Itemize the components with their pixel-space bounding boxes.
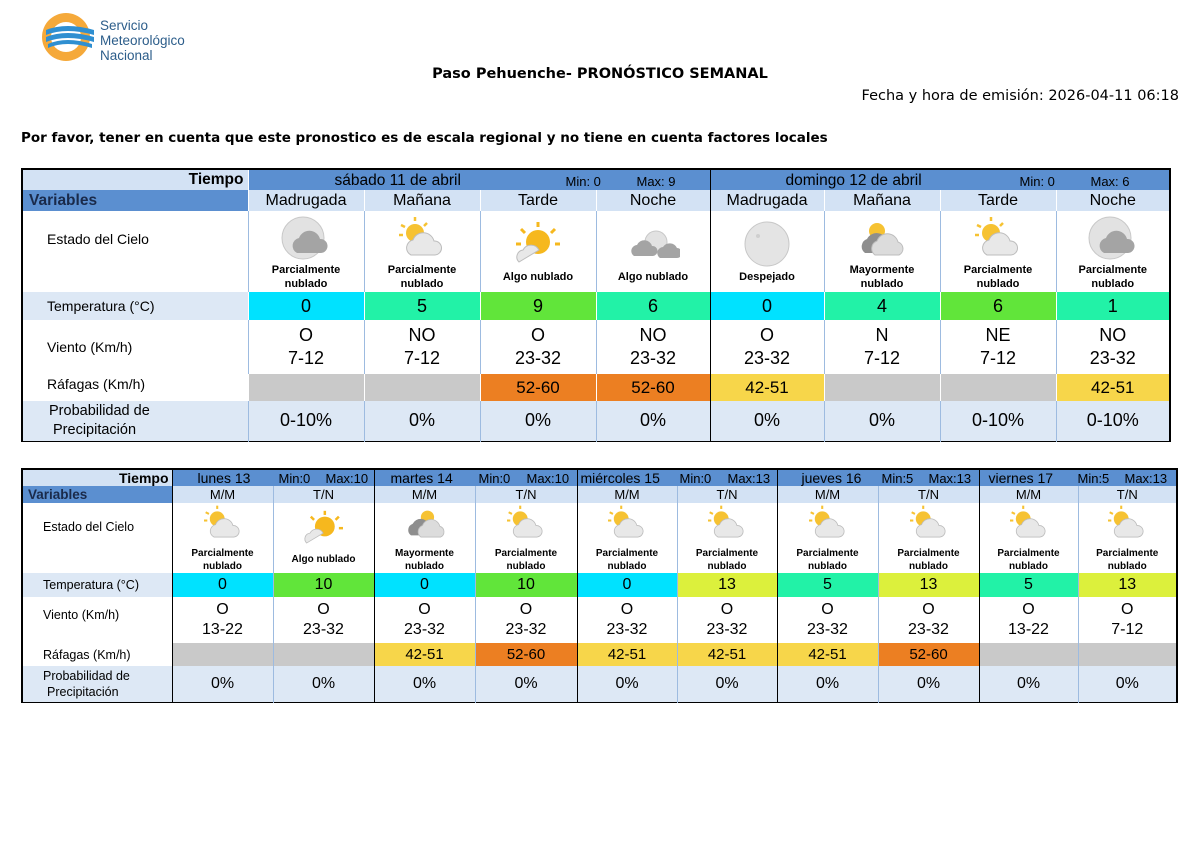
day-min: Min:5 bbox=[881, 471, 914, 486]
day-name: viernes 17 bbox=[988, 470, 1054, 486]
precip-value: 0-10% bbox=[248, 401, 364, 441]
forecast-table-weekend bbox=[21, 168, 1171, 442]
sky-text: Despejado bbox=[739, 270, 795, 283]
sky-cell bbox=[777, 503, 878, 573]
sky-cell bbox=[172, 503, 273, 573]
sun-cloud-icon bbox=[503, 504, 549, 542]
sun-cloud-icon bbox=[805, 504, 851, 542]
gust-value bbox=[940, 374, 1056, 401]
day-name: jueves 16 bbox=[801, 470, 862, 486]
period-label: M/M bbox=[172, 486, 273, 503]
day-name: lunes 13 bbox=[197, 470, 251, 486]
wind-cell bbox=[374, 597, 475, 643]
day-header bbox=[979, 469, 1177, 486]
day-header bbox=[577, 469, 777, 486]
day-name: martes 14 bbox=[390, 470, 453, 486]
period-label: T/N bbox=[878, 486, 979, 503]
precip-label: Probabilidad de Precipitación bbox=[22, 401, 248, 441]
wind-cell bbox=[480, 320, 596, 374]
wind-cell bbox=[979, 597, 1078, 643]
sky-row bbox=[22, 211, 1170, 292]
variables-label: Variables bbox=[22, 190, 248, 211]
gust-value bbox=[172, 643, 273, 666]
wind-speed: 23-32 bbox=[706, 621, 748, 638]
wind-direction: N bbox=[875, 325, 889, 345]
wind-direction: O bbox=[821, 601, 834, 618]
day-name: miércoles 15 bbox=[580, 470, 660, 486]
forecast-table-weekdays bbox=[21, 468, 1178, 703]
precip-value: 0% bbox=[577, 666, 677, 702]
wind-speed: 13-22 bbox=[202, 621, 243, 638]
wind-cell bbox=[248, 320, 364, 374]
moon-small-cloud-icon bbox=[626, 220, 680, 270]
precip-value: 0% bbox=[475, 666, 577, 702]
precip-label: Probabilidad de Precipitación bbox=[22, 666, 172, 702]
gust-value bbox=[364, 374, 480, 401]
day-name: domingo 12 de abril bbox=[785, 172, 922, 189]
precip-value: 0% bbox=[480, 401, 596, 441]
sky-cell bbox=[273, 503, 374, 573]
day-header bbox=[248, 169, 710, 190]
emission-datetime: Fecha y hora de emisión: 2026-04-11 06:18 bbox=[861, 88, 1179, 104]
wind-speed: 23-32 bbox=[908, 621, 949, 638]
wind-direction: O bbox=[530, 325, 545, 345]
period-label: Tarde bbox=[940, 190, 1056, 211]
precip-value: 0% bbox=[824, 401, 940, 441]
wind-cell bbox=[596, 320, 710, 374]
sky-cell bbox=[1056, 211, 1170, 292]
wind-cell bbox=[878, 597, 979, 643]
temperature-value: 5 bbox=[979, 573, 1078, 597]
precip-value: 0-10% bbox=[1056, 401, 1170, 441]
day-header bbox=[374, 469, 577, 486]
wind-speed: 23-32 bbox=[505, 621, 547, 638]
sky-cell bbox=[374, 503, 475, 573]
wind-cell bbox=[172, 597, 273, 643]
sky-text: Parcialmente nublado bbox=[796, 547, 859, 572]
wind-speed: 23-32 bbox=[629, 348, 677, 368]
gust-value: 42-51 bbox=[677, 643, 777, 666]
wind-speed: 23-32 bbox=[807, 621, 848, 638]
wind-direction: O bbox=[720, 601, 734, 618]
period-label: Madrugada bbox=[710, 190, 824, 211]
wind-direction: NO bbox=[639, 325, 667, 345]
temperature-value: 5 bbox=[364, 292, 480, 320]
temperature-value: 0 bbox=[577, 573, 677, 597]
wind-cell bbox=[1056, 320, 1170, 374]
gust-value bbox=[248, 374, 364, 401]
day-max: Max:13 bbox=[727, 471, 771, 486]
temperature-value: 4 bbox=[824, 292, 940, 320]
period-label: M/M bbox=[374, 486, 475, 503]
sun-cloud-icon bbox=[971, 213, 1025, 263]
wind-speed: 7-12 bbox=[979, 348, 1017, 368]
period-label: Tarde bbox=[480, 190, 596, 211]
precip-row bbox=[22, 401, 1170, 441]
gust-row bbox=[22, 374, 1170, 401]
precip-value: 0% bbox=[374, 666, 475, 702]
gust-value bbox=[1078, 643, 1177, 666]
sky-text: Parcialmente nublado bbox=[897, 547, 960, 572]
gust-label: Ráfagas (Km/h) bbox=[22, 643, 172, 666]
sun-cloud-icon bbox=[1006, 504, 1052, 542]
sky-text: Parcialmente nublado bbox=[494, 547, 558, 572]
sky-cell bbox=[824, 211, 940, 292]
wind-direction: O bbox=[418, 601, 431, 618]
sky-text: Algo nublado bbox=[617, 270, 689, 283]
disclaimer-notice: Por favor, tener en cuenta que este pronostico es de escala regional y no tiene en cuenta factores locales bbox=[21, 130, 828, 146]
period-label: Noche bbox=[1056, 190, 1170, 211]
wind-cell bbox=[777, 597, 878, 643]
moon-cloud-icon bbox=[1086, 213, 1140, 263]
temperature-value: 1 bbox=[1056, 292, 1170, 320]
gust-value: 42-51 bbox=[577, 643, 677, 666]
period-label: T/N bbox=[677, 486, 777, 503]
day-header bbox=[710, 169, 1170, 190]
gust-value bbox=[273, 643, 374, 666]
temperature-value: 0 bbox=[710, 292, 824, 320]
tiempo-label: Tiempo bbox=[22, 169, 248, 190]
day-header-row bbox=[22, 169, 1170, 190]
gust-label: Ráfagas (Km/h) bbox=[22, 374, 248, 401]
wind-speed: 7-12 bbox=[403, 348, 441, 368]
wind-speed: 23-32 bbox=[743, 348, 791, 368]
sky-cell bbox=[364, 211, 480, 292]
period-label: M/M bbox=[777, 486, 878, 503]
wind-direction: O bbox=[317, 601, 330, 618]
wind-cell bbox=[940, 320, 1056, 374]
period-label: M/M bbox=[577, 486, 677, 503]
wind-direction: O bbox=[519, 601, 533, 618]
day-min: Min: 0 bbox=[1019, 174, 1055, 189]
variables-label: Variables bbox=[22, 486, 172, 503]
sky-cell bbox=[940, 211, 1056, 292]
sky-text: Parcialmente nublado bbox=[1096, 547, 1159, 572]
sun-cloud-icon bbox=[1104, 504, 1150, 542]
temperature-value: 9 bbox=[480, 292, 596, 320]
temperature-value: 6 bbox=[596, 292, 710, 320]
temperature-value: 13 bbox=[878, 573, 979, 597]
temperature-value: 10 bbox=[475, 573, 577, 597]
sun-dark-cloud-icon bbox=[402, 504, 448, 542]
temperature-value: 13 bbox=[677, 573, 777, 597]
sky-text: Parcialmente nublado bbox=[997, 547, 1060, 572]
sky-text: Parcialmente nublado bbox=[1078, 263, 1147, 290]
sky-text: Algo nublado bbox=[502, 270, 574, 283]
day-min: Min:0 bbox=[478, 471, 511, 486]
moon-cloud-icon bbox=[279, 213, 333, 263]
wind-direction: O bbox=[216, 601, 229, 618]
wind-speed: 23-32 bbox=[404, 621, 445, 638]
period-row bbox=[22, 190, 1170, 211]
period-label: T/N bbox=[1078, 486, 1177, 503]
sky-cell bbox=[480, 211, 596, 292]
sky-text: Parcialmente nublado bbox=[271, 263, 341, 290]
sky-cell bbox=[710, 211, 824, 292]
day-header-row bbox=[22, 469, 1177, 486]
precip-row bbox=[22, 666, 1177, 702]
gust-value bbox=[979, 643, 1078, 666]
wind-cell bbox=[1078, 597, 1177, 643]
sky-row bbox=[22, 503, 1177, 573]
wind-cell bbox=[677, 597, 777, 643]
wind-direction: NO bbox=[1099, 325, 1127, 345]
sky-text: Parcialmente nublado bbox=[191, 547, 254, 572]
day-max: Max: 9 bbox=[636, 174, 676, 189]
sky-text: Mayormente nublado bbox=[395, 547, 454, 572]
precip-value: 0% bbox=[172, 666, 273, 702]
temperature-value: 0 bbox=[248, 292, 364, 320]
temperature-label: Temperatura (°C) bbox=[22, 573, 172, 597]
temperature-row bbox=[22, 573, 1177, 597]
day-min: Min: 0 bbox=[565, 174, 601, 189]
precip-value: 0% bbox=[777, 666, 878, 702]
sky-text: Parcialmente nublado bbox=[695, 547, 759, 572]
period-label: Madrugada bbox=[248, 190, 364, 211]
sky-cell bbox=[577, 503, 677, 573]
sun-cloud-icon bbox=[906, 504, 952, 542]
sky-cell bbox=[475, 503, 577, 573]
wind-direction: O bbox=[922, 601, 935, 618]
wind-direction: O bbox=[1022, 601, 1035, 618]
sky-text: Parcialmente nublado bbox=[387, 263, 457, 290]
page-title: Paso Pehuenche- PRONÓSTICO SEMANAL bbox=[432, 66, 768, 82]
period-label: T/N bbox=[273, 486, 374, 503]
org-name: Servicio Meteorológico Nacional bbox=[100, 18, 185, 63]
sky-label: Estado del Cielo bbox=[22, 211, 248, 292]
day-header bbox=[777, 469, 979, 486]
sky-label: Estado del Cielo bbox=[22, 503, 172, 573]
wind-cell bbox=[577, 597, 677, 643]
day-min: Min:0 bbox=[278, 471, 311, 486]
gust-value: 52-60 bbox=[480, 374, 596, 401]
temperature-row bbox=[22, 292, 1170, 320]
wind-cell bbox=[710, 320, 824, 374]
day-max: Max:10 bbox=[325, 471, 369, 486]
wind-speed: 13-22 bbox=[1008, 621, 1049, 638]
sun-cloud-bold-icon bbox=[301, 510, 347, 548]
period-label: T/N bbox=[475, 486, 577, 503]
wind-cell bbox=[364, 320, 480, 374]
gust-row bbox=[22, 643, 1177, 666]
gust-value bbox=[824, 374, 940, 401]
day-min: Min:5 bbox=[1077, 471, 1110, 486]
precip-value: 0% bbox=[1078, 666, 1177, 702]
day-max: Max:13 bbox=[1124, 471, 1168, 486]
wind-label: Viento (Km/h) bbox=[22, 320, 248, 374]
gust-value: 42-51 bbox=[374, 643, 475, 666]
wind-direction: O bbox=[1121, 601, 1134, 618]
sun-cloud-icon bbox=[704, 504, 750, 542]
temperature-label: Temperatura (°C) bbox=[22, 292, 248, 320]
wind-direction: NE bbox=[985, 325, 1011, 345]
tiempo-label: Tiempo bbox=[22, 469, 172, 486]
precip-value: 0% bbox=[979, 666, 1078, 702]
sky-cell bbox=[1078, 503, 1177, 573]
temperature-value: 5 bbox=[777, 573, 878, 597]
gust-value: 42-51 bbox=[777, 643, 878, 666]
day-name: sábado 11 de abril bbox=[334, 172, 461, 189]
sun-cloud-icon bbox=[395, 213, 449, 263]
sky-text: Algo nublado bbox=[291, 554, 356, 565]
gust-value: 52-60 bbox=[475, 643, 577, 666]
sky-text: Mayormente nublado bbox=[849, 263, 915, 290]
moon-icon bbox=[740, 220, 794, 270]
period-label: Noche bbox=[596, 190, 710, 211]
temperature-value: 10 bbox=[273, 573, 374, 597]
day-max: Max:13 bbox=[928, 471, 972, 486]
wind-direction: O bbox=[298, 325, 313, 345]
wind-direction: NO bbox=[408, 325, 436, 345]
precip-value: 0% bbox=[364, 401, 480, 441]
precip-value: 0% bbox=[273, 666, 374, 702]
sun-cloud-bold-icon bbox=[511, 220, 565, 270]
wind-speed: 7-12 bbox=[287, 348, 325, 368]
period-label: M/M bbox=[979, 486, 1078, 503]
wind-row bbox=[22, 320, 1170, 374]
wind-row bbox=[22, 597, 1177, 643]
day-max: Max:10 bbox=[526, 471, 570, 486]
wind-speed: 23-32 bbox=[303, 621, 344, 638]
wind-label: Viento (Km/h) bbox=[22, 597, 172, 643]
sky-cell bbox=[248, 211, 364, 292]
wind-direction: O bbox=[620, 601, 634, 618]
period-label: Mañana bbox=[364, 190, 480, 211]
period-row bbox=[22, 486, 1177, 503]
sun-cloud-icon bbox=[200, 504, 246, 542]
temperature-value: 0 bbox=[374, 573, 475, 597]
precip-value: 0% bbox=[878, 666, 979, 702]
sun-cloud-icon bbox=[604, 504, 650, 542]
sky-cell bbox=[979, 503, 1078, 573]
wind-cell bbox=[273, 597, 374, 643]
wind-direction: O bbox=[759, 325, 774, 345]
day-header bbox=[172, 469, 374, 486]
gust-value: 42-51 bbox=[710, 374, 824, 401]
sky-cell bbox=[596, 211, 710, 292]
wind-speed: 7-12 bbox=[1111, 621, 1144, 638]
day-max: Max: 6 bbox=[1090, 174, 1130, 189]
wind-speed: 23-32 bbox=[606, 621, 648, 638]
wind-speed: 23-32 bbox=[514, 348, 562, 368]
precip-value: 0-10% bbox=[940, 401, 1056, 441]
temperature-value: 0 bbox=[172, 573, 273, 597]
wind-speed: 23-32 bbox=[1089, 348, 1136, 368]
wind-cell bbox=[824, 320, 940, 374]
day-min: Min:0 bbox=[679, 471, 712, 486]
period-label: Mañana bbox=[824, 190, 940, 211]
sun-dark-cloud-icon bbox=[855, 213, 909, 263]
gust-value: 52-60 bbox=[878, 643, 979, 666]
temperature-value: 13 bbox=[1078, 573, 1177, 597]
precip-value: 0% bbox=[677, 666, 777, 702]
temperature-value: 6 bbox=[940, 292, 1056, 320]
wind-cell bbox=[475, 597, 577, 643]
gust-value: 42-51 bbox=[1056, 374, 1170, 401]
precip-value: 0% bbox=[596, 401, 710, 441]
wind-speed: 7-12 bbox=[863, 348, 901, 368]
sky-text: Parcialmente nublado bbox=[963, 263, 1033, 290]
sky-cell bbox=[878, 503, 979, 573]
sky-text: Parcialmente nublado bbox=[595, 547, 659, 572]
gust-value: 52-60 bbox=[596, 374, 710, 401]
precip-value: 0% bbox=[710, 401, 824, 441]
sky-cell bbox=[677, 503, 777, 573]
